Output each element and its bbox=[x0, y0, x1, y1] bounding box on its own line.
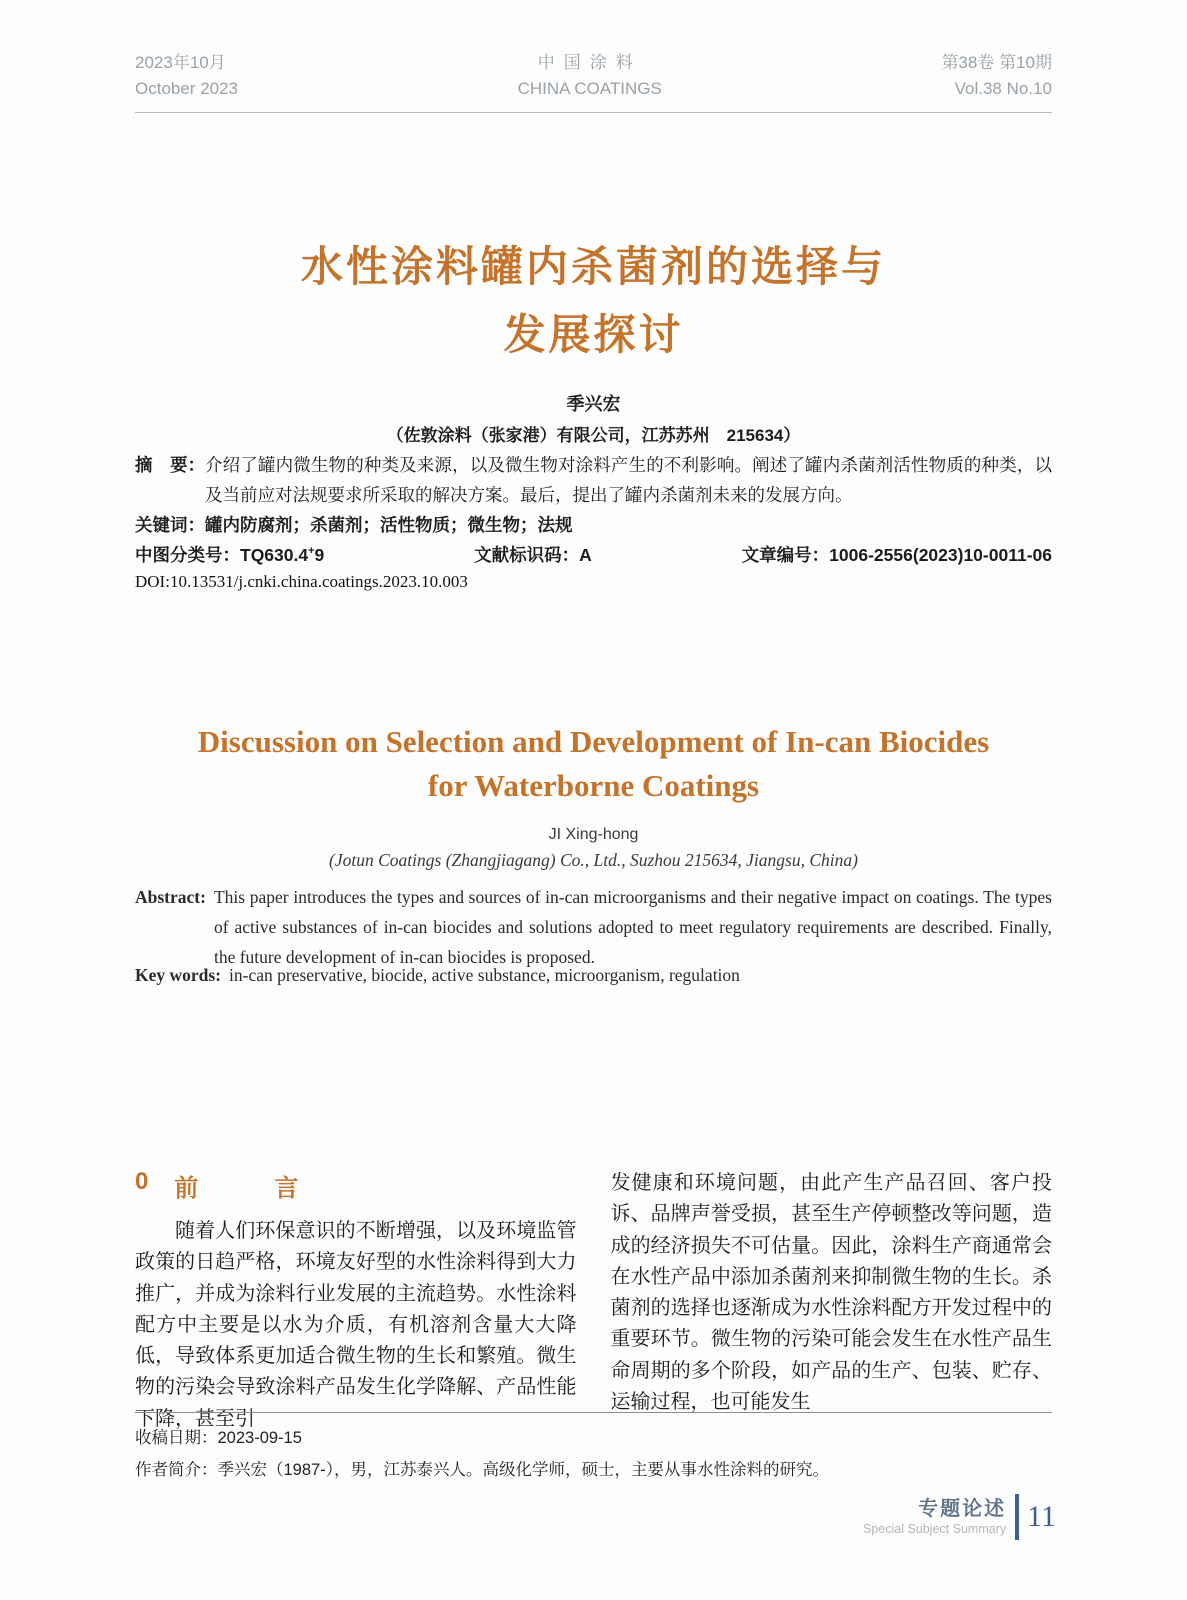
author-en: JI Xing-hong bbox=[548, 826, 639, 843]
page-number: 11 bbox=[1027, 1500, 1056, 1533]
keywords-en bbox=[135, 960, 1052, 990]
keywords-zh bbox=[135, 512, 1052, 537]
header-journal-title bbox=[518, 50, 662, 103]
footnote-received-date: 收稿日期：2023-09-15 bbox=[135, 1429, 302, 1447]
article-title-zh-line2: 发展探讨 bbox=[503, 311, 684, 359]
article-title-zh bbox=[135, 233, 1052, 369]
header-date-en: October 2023 bbox=[135, 79, 239, 99]
affiliation-zh: （佐敦涂料（张家港）有限公司，江苏苏州 215634） bbox=[386, 426, 801, 445]
body-paragraph-left: 随着人们环保意识的不断增强，以及环境监管政策的日趋严格，环境友好型的水性涂料得到大力推广，并成为涂料行业发展的主流趋势。水性涂料配方中主要是以水为介质，有机溶剂含量大大降低，导致体系更加适合微生物的生长和繁殖。微生物的污染会导致涂料产品发生化学降解、产品性能下降，甚至引 bbox=[135, 1220, 577, 1430]
article-meta-row bbox=[135, 542, 1052, 567]
header-date-zh: 2023年10月 bbox=[135, 53, 226, 72]
section-number: 0 bbox=[135, 1168, 149, 1195]
journal-header bbox=[135, 50, 1052, 113]
body-columns bbox=[135, 1168, 1052, 1435]
clc-superscript: + bbox=[308, 545, 315, 558]
page-footer bbox=[863, 1494, 1056, 1540]
author-zh: 季兴宏 bbox=[566, 394, 621, 414]
keywords-en-text: in-can preservative, biocide, active substance, microorganism, regulation bbox=[229, 965, 740, 985]
footer-column-zh: 专题论述 bbox=[918, 1497, 1007, 1520]
abstract-en-label: Abstract: bbox=[135, 887, 206, 907]
body-paragraph-right: 发健康和环境问题，由此产生产品召回、客户投诉、品牌声誉受损，甚至生产停顿整改等问题，造成的经济损失不可估量。因此，涂料生产商通常会在水性产品中添加杀菌剂来抑制微生物的生长。杀菌剂的选择也逐渐成为水性涂料配方开发过程中的重要环节。微生物的污染可能会发生在水性产品生命周期的多个阶段，如产品的生产、包装、贮存、运输过程，也可能发生 bbox=[610, 1172, 1052, 1414]
abstract-en bbox=[135, 882, 1052, 972]
footer-column-name bbox=[863, 1497, 1006, 1537]
clc-number: 中图分类号：TQ630.4+9 bbox=[135, 545, 325, 565]
header-volume-issue bbox=[941, 50, 1052, 103]
abstract-en-text: This paper introduces the types and sources of in-can microorganisms and their negative impact on coatings. The types of active substances of in-can biocides and solutions adopted to meet regulatory requirements are described. Finally, the future development of in-can biocides is proposed. bbox=[213, 887, 1052, 967]
header-volume-en: Vol.38 No.10 bbox=[954, 79, 1052, 99]
keywords-en-label: Key words: bbox=[135, 965, 222, 985]
footnote-author-bio: 作者简介：季兴宏（1987-），男，江苏泰兴人。高级化学师，硕士，主要从事水性涂料的研究。 bbox=[135, 1461, 829, 1479]
footer-divider-bar bbox=[1015, 1494, 1019, 1540]
footer-column-en: Special Subject Summary bbox=[862, 1521, 1007, 1536]
section-title: 前 言 bbox=[174, 1175, 325, 1202]
abstract-zh bbox=[135, 450, 1052, 510]
article-id: 文章编号：1006-2556(2023)10-0011-06 bbox=[741, 545, 1052, 565]
article-title-zh-line1: 水性涂料罐内杀菌剂的选择与 bbox=[300, 243, 886, 290]
header-volume-zh: 第38卷 第10期 bbox=[941, 53, 1052, 72]
affiliation-en: (Jotun Coatings (Zhangjiagang) Co., Ltd., Suzhou 215634, Jiangsu, China) bbox=[329, 850, 858, 870]
article-title-en: Discussion on Selection and Development of In-can Biocides for Waterborne Coatings bbox=[197, 724, 990, 804]
footnote bbox=[135, 1412, 1052, 1486]
doi: DOI:10.13531/j.cnki.china.coatings.2023.10.003 bbox=[135, 572, 468, 591]
abstract-zh-label: 摘 要： bbox=[135, 455, 205, 475]
abstract-zh-text: 介绍了罐内微生物的种类及来源，以及微生物对涂料产生的不利影响。阐述了罐内杀菌剂活性物质的种类，以及当前应对法规要求所采取的解决方案。最后，提出了罐内杀菌剂未来的发展方向。 bbox=[205, 455, 1052, 505]
document-code: 文献标识码：A bbox=[474, 545, 592, 565]
body-column-right bbox=[611, 1168, 1053, 1435]
keywords-zh-label: 关键词： bbox=[135, 515, 205, 535]
keywords-zh-text: 罐内防腐剂；杀菌剂；活性物质；微生物；法规 bbox=[205, 515, 573, 535]
body-column-left bbox=[135, 1168, 577, 1435]
header-issue-date bbox=[135, 50, 238, 103]
journal-title-en: CHINA COATINGS bbox=[517, 79, 662, 99]
section-heading-0 bbox=[135, 1168, 577, 1203]
journal-title-zh: 中国涂料 bbox=[537, 53, 642, 72]
